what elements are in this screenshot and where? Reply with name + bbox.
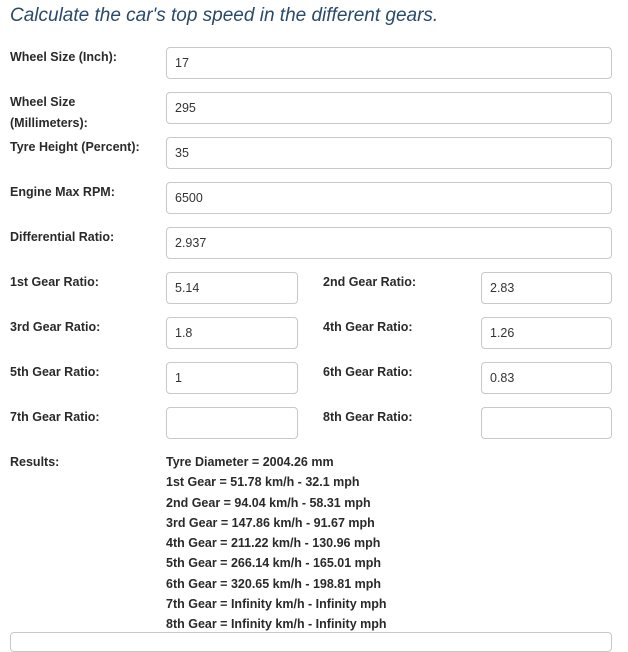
wheel-size-mm-input[interactable] — [166, 92, 612, 124]
gear5-ratio-input[interactable] — [166, 362, 298, 394]
result-gear-8: 8th Gear = Infinity km/h - Infinity mph — [166, 617, 387, 632]
engine-max-rpm-label: Engine Max RPM: — [10, 185, 115, 199]
gear5-ratio-label: 5th Gear Ratio: — [10, 365, 100, 379]
gear7-ratio-label: 7th Gear Ratio: — [10, 410, 100, 424]
result-gear-2: 2nd Gear = 94.04 km/h - 58.31 mph — [166, 495, 371, 510]
result-gear-6: 6th Gear = 320.65 km/h - 198.81 mph — [166, 576, 382, 591]
tyre-height-label: Tyre Height (Percent): — [10, 140, 140, 154]
engine-max-rpm-input[interactable] — [166, 182, 612, 214]
result-gear-3: 3rd Gear = 147.86 km/h - 91.67 mph — [166, 515, 375, 530]
gear4-ratio-input[interactable] — [481, 317, 612, 349]
gear8-ratio-input[interactable] — [481, 407, 612, 439]
gear1-ratio-label: 1st Gear Ratio: — [10, 275, 99, 289]
gear4-ratio-label: 4th Gear Ratio: — [323, 320, 413, 334]
gear3-ratio-input[interactable] — [166, 317, 298, 349]
gear7-ratio-input[interactable] — [166, 407, 298, 439]
differential-ratio-input[interactable] — [166, 227, 612, 259]
gear8-ratio-label: 8th Gear Ratio: — [323, 410, 413, 424]
gear1-ratio-input[interactable] — [166, 272, 298, 304]
tyre-height-input[interactable] — [166, 137, 612, 169]
wheel-size-mm-label — [10, 92, 88, 134]
wheel-size-inch-input[interactable] — [166, 47, 612, 79]
results-list — [166, 452, 387, 635]
differential-ratio-label: Differential Ratio: — [10, 230, 115, 244]
gear2-ratio-input[interactable] — [481, 272, 612, 304]
result-gear-7: 7th Gear = Infinity km/h - Infinity mph — [166, 597, 387, 612]
page-title: Calculate the car's top speed in the different gears. — [10, 5, 439, 26]
bottom-panel — [10, 632, 612, 652]
result-tyre-diameter: Tyre Diameter = 2004.26 mm — [166, 455, 334, 469]
wheel-size-mm-label-line2: (Millimeters): — [10, 116, 88, 130]
wheel-size-mm-label-line1: Wheel Size — [10, 95, 76, 109]
result-gear-4: 4th Gear = 211.22 km/h - 130.96 mph — [166, 536, 381, 551]
results-label: Results: — [10, 455, 60, 469]
result-gear-5: 5th Gear = 266.14 km/h - 165.01 mph — [166, 556, 382, 571]
gear2-ratio-label: 2nd Gear Ratio: — [323, 275, 417, 289]
gear6-ratio-input[interactable] — [481, 362, 612, 394]
wheel-size-inch-label: Wheel Size (Inch): — [10, 50, 117, 64]
gear3-ratio-label: 3rd Gear Ratio: — [10, 320, 101, 334]
gear6-ratio-label: 6th Gear Ratio: — [323, 365, 413, 379]
result-gear-1: 1st Gear = 51.78 km/h - 32.1 mph — [166, 475, 360, 490]
